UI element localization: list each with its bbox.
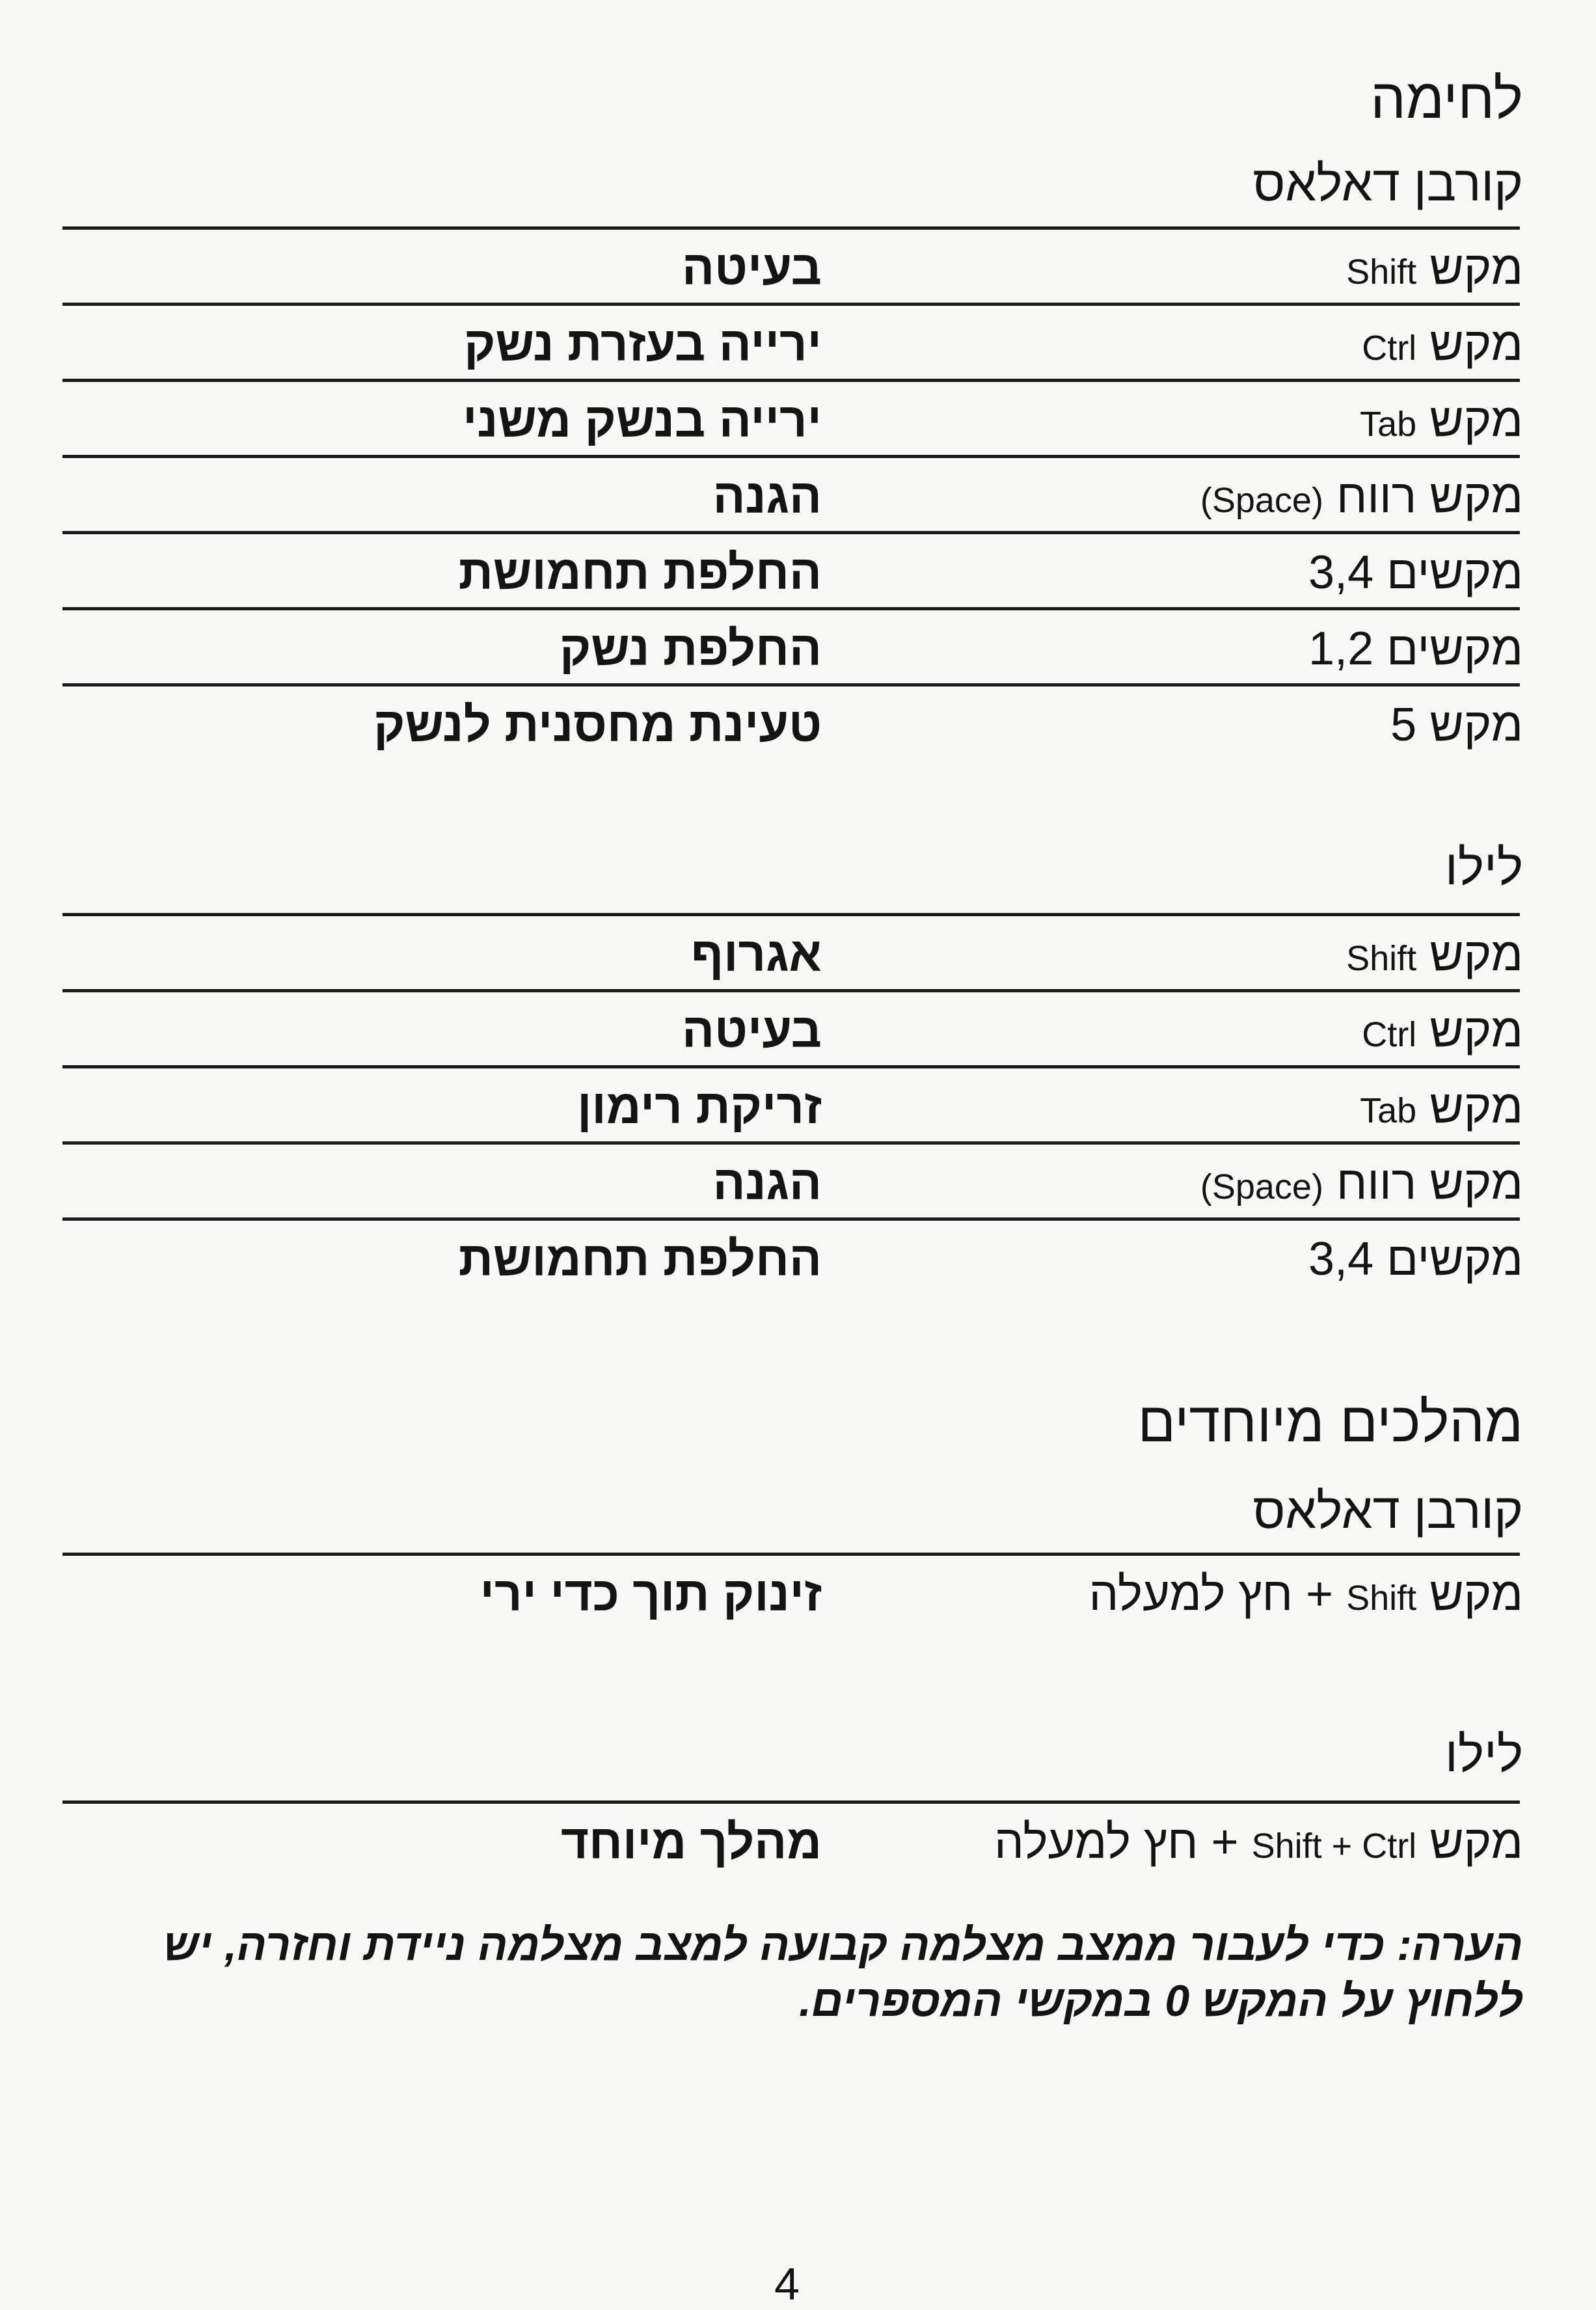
dallas-combat-action-cell: טעינת מחסנית לנשק (373, 698, 822, 752)
key-name: Tab (1360, 405, 1417, 444)
key-label: מקש (1429, 1081, 1523, 1133)
key-modifier: + חץ למעלה (994, 1816, 1239, 1868)
dallas-combat-subtitle: קורבן דאלאס (1252, 156, 1523, 211)
key-name: Shift + Ctrl (1251, 1827, 1417, 1866)
dallas-special-row-divider (62, 1553, 1520, 1556)
dallas-combat-key-cell (1346, 236, 1523, 300)
leeloo-combat-action-cell: החלפת תחמושת (458, 1232, 822, 1286)
page-number: 4 (774, 2259, 800, 2309)
key-name: Shift (1346, 1579, 1417, 1618)
dallas-combat-key-cell (1360, 388, 1523, 452)
special-moves-section-title: מהלכים מיוחדים (1137, 1391, 1523, 1454)
dallas-combat-action-cell: ירייה בנשק משני (463, 393, 822, 447)
key-label: מקשים 3,4 (1308, 1233, 1523, 1285)
dallas-combat-row-divider (62, 531, 1520, 534)
note-text: כדי לעבור ממצב מצלמה קבועה למצב מצלמה ניידת וחזרה, יש ללחוץ על המקש 0 במקשי המספרים. (163, 1920, 1523, 2026)
leeloo-combat-action-cell: זריקת רימון (577, 1080, 822, 1134)
key-name: Tab (1360, 1091, 1417, 1130)
key-label: מקש (1429, 1816, 1523, 1868)
key-label: מקש (1429, 394, 1523, 446)
key-name: Ctrl (1362, 329, 1417, 368)
leeloo-combat-key-cell (1362, 999, 1523, 1063)
leeloo-combat-key-cell (1200, 1151, 1523, 1215)
leeloo-combat-subtitle: לילו (1444, 840, 1523, 895)
dallas-combat-row-divider (62, 607, 1520, 610)
key-name: (Space) (1200, 1167, 1323, 1206)
leeloo-combat-action-cell: הגנה (712, 1156, 822, 1210)
leeloo-combat-row-divider (62, 1217, 1520, 1221)
dallas-combat-key-cell (1308, 541, 1523, 605)
leeloo-combat-row-divider (62, 1141, 1520, 1145)
dallas-combat-key-cell (1390, 693, 1523, 757)
dallas-combat-action-cell: ירייה בעזרת נשק (464, 317, 822, 371)
key-modifier: + חץ למעלה (1089, 1568, 1334, 1620)
key-name: Shift (1346, 939, 1417, 978)
key-label: מקשים 1,2 (1308, 623, 1523, 675)
dallas-combat-row-divider (62, 455, 1520, 458)
leeloo-combat-action-cell: בעיטה (682, 1003, 822, 1057)
dallas-combat-action-cell: בעיטה (682, 241, 822, 295)
leeloo-combat-key-cell (1346, 923, 1523, 986)
dallas-combat-action-cell: החלפת תחמושת (458, 545, 822, 599)
key-label: מקשים 3,4 (1308, 547, 1523, 599)
combat-section-title: לחימה (1370, 68, 1523, 130)
key-label: מקש (1429, 318, 1523, 370)
dallas-combat-action-cell: החלפת נשק (560, 621, 822, 675)
dallas-special-subtitle: קורבן דאלאס (1252, 1484, 1523, 1539)
key-label: מקש 5 (1390, 699, 1523, 751)
key-name: Ctrl (1362, 1015, 1417, 1054)
leeloo-combat-key-cell (1360, 1075, 1523, 1139)
leeloo-special-action-cell: מהלך מיוחד (560, 1815, 822, 1869)
dallas-special-key-cell (1089, 1562, 1523, 1626)
dallas-combat-row-divider (62, 683, 1520, 686)
key-label: מקש רווח (1336, 1157, 1523, 1209)
key-label: מקש (1429, 1568, 1523, 1620)
note-label: הערה: (1397, 1920, 1523, 1970)
key-name: Shift (1346, 252, 1417, 292)
key-name: (Space) (1200, 481, 1323, 520)
dallas-combat-action-cell: הגנה (712, 469, 822, 523)
leeloo-combat-action-cell: אגרוף (691, 927, 822, 981)
dallas-combat-row-divider (62, 226, 1520, 230)
leeloo-special-key-cell (994, 1810, 1523, 1874)
leeloo-combat-row-divider (62, 913, 1520, 916)
camera-note (66, 1917, 1523, 2029)
key-label: מקש רווח (1336, 470, 1523, 523)
dallas-combat-key-cell (1200, 465, 1523, 528)
leeloo-combat-row-divider (62, 989, 1520, 992)
dallas-combat-row-divider (62, 303, 1520, 306)
key-label: מקש (1429, 242, 1523, 294)
leeloo-special-row-divider (62, 1800, 1520, 1804)
dallas-special-action-cell: זינוק תוך כדי ירי (480, 1567, 822, 1621)
leeloo-combat-key-cell (1308, 1227, 1523, 1291)
dallas-combat-key-cell (1362, 312, 1523, 376)
key-label: מקש (1429, 1005, 1523, 1057)
key-label: מקש (1429, 929, 1523, 981)
leeloo-special-subtitle: לילו (1444, 1727, 1523, 1782)
dallas-combat-key-cell (1308, 617, 1523, 681)
leeloo-combat-row-divider (62, 1065, 1520, 1068)
dallas-combat-row-divider (62, 379, 1520, 382)
